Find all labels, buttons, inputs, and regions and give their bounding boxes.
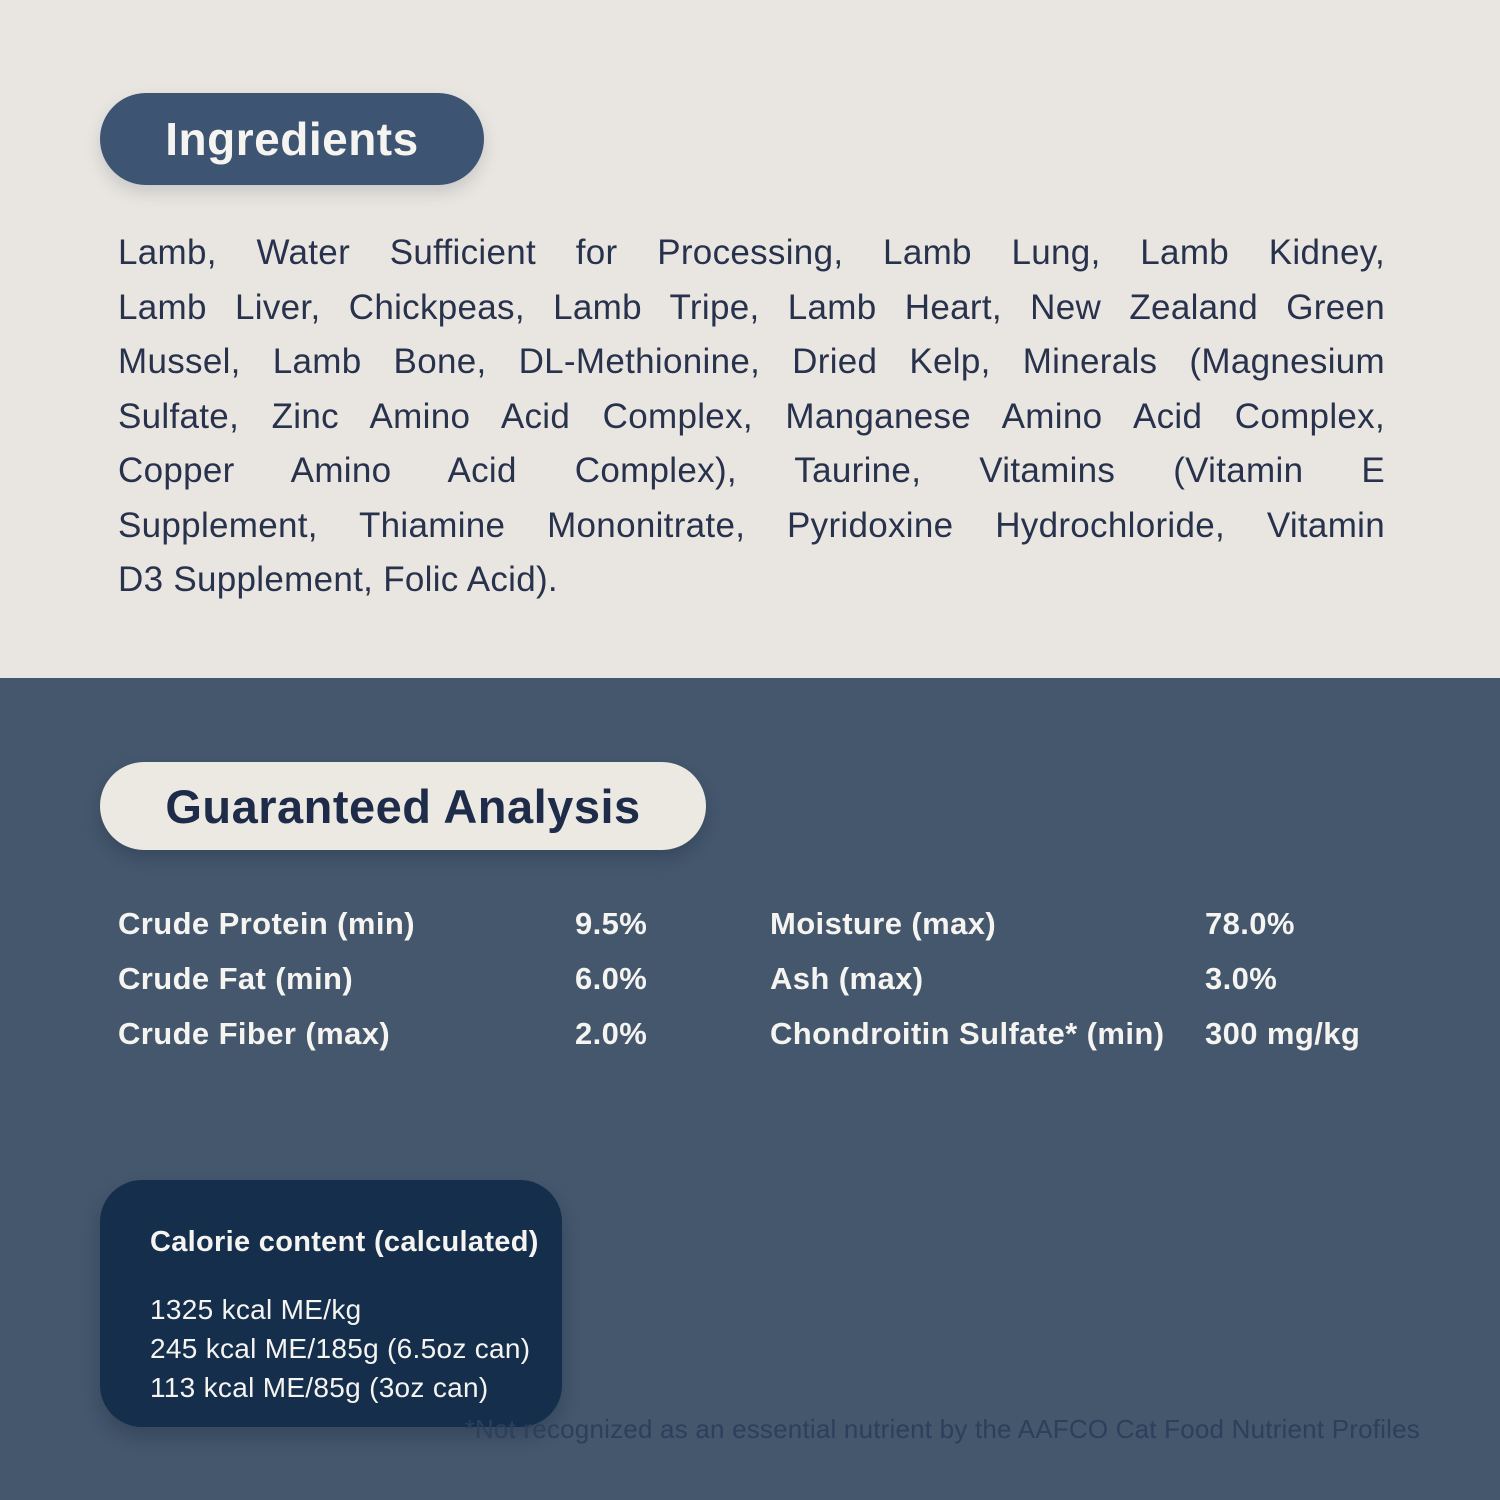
ingredients-line: Sulfate, Zinc Amino Acid Complex, Manganese Amino Acid Complex, [118,396,1385,436]
analysis-label: Moisture (max) [770,906,997,941]
analysis-right-column [770,906,1360,1071]
analysis-row [770,1016,1361,1051]
analysis-value: 300 mg/kg [1205,1016,1361,1051]
calorie-line: 1325 kcal ME/kg [150,1294,362,1325]
analysis-value: 2.0% [575,1016,648,1051]
analysis-label: Crude Fiber (max) [118,1016,391,1051]
ingredients-heading-pill [100,93,484,185]
calorie-content-box [100,1180,562,1427]
guaranteed-analysis-heading: Guaranteed Analysis [165,779,641,833]
analysis-value: 6.0% [575,961,648,996]
calorie-line: 245 kcal ME/185g (6.5oz can) [150,1333,531,1364]
calorie-content-lines [150,1290,530,1407]
ingredients-heading: Ingredients [165,113,419,165]
analysis-value: 3.0% [1205,961,1278,996]
calorie-line: 113 kcal ME/85g (3oz can) [150,1372,489,1403]
guaranteed-analysis-heading-pill [100,762,706,850]
analysis-label: Crude Fat (min) [118,961,354,996]
analysis-value: 9.5% [575,906,648,941]
analysis-value: 78.0% [1205,906,1295,941]
analysis-label: Ash (max) [770,961,924,996]
ingredients-line: Lamb, Water Sufficient for Processing, Lamb Lung, Lamb Kidney, [118,233,1385,272]
ingredients-line: Lamb Liver, Chickpeas, Lamb Tripe, Lamb Heart, New Zealand Green [118,287,1385,327]
ingredients-line: Copper Amino Acid Complex), Taurine, Vitamins (Vitamin E [118,451,1385,490]
ingredients-paragraph [118,226,1385,608]
analysis-row [770,906,1360,941]
guaranteed-analysis-section [0,678,1500,1500]
analysis-label: Chondroitin Sulfate* (min) [770,1016,1165,1051]
ingredients-line: D3 Supplement, Folic Acid). [118,560,558,599]
ingredients-section [0,0,1500,678]
analysis-row [118,961,648,996]
calorie-content-title: Calorie content (calculated) [150,1226,539,1258]
analysis-row [118,906,648,941]
ingredients-line: Supplement, Thiamine Mononitrate, Pyridoxine Hydrochloride, Vitamin [118,505,1385,545]
analysis-row [118,1016,648,1051]
analysis-label: Crude Protein (min) [118,906,415,941]
ingredients-line: Mussel, Lamb Bone, DL-Methionine, Dried Kelp, Minerals (Magnesium [118,342,1385,381]
aafco-footnote: *Not recognized as an essential nutrient by the AAFCO Cat Food Nutrient Profiles [464,1414,1420,1444]
analysis-row [770,961,1360,996]
analysis-left-column [118,906,647,1071]
